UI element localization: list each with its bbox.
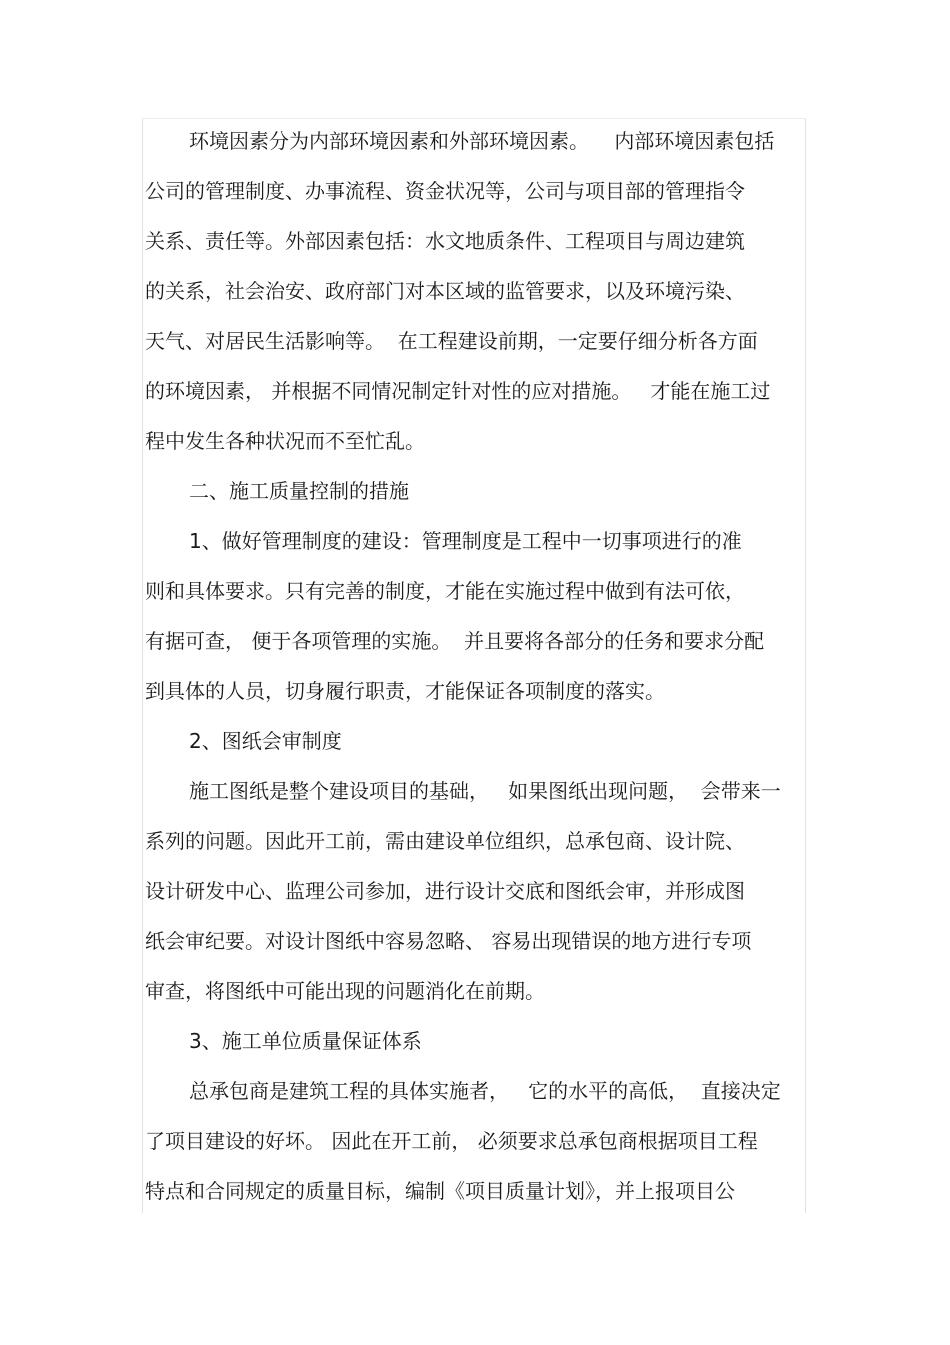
paragraph-line: 有据可查， 便于各项管理的实施。 并且要将各部分的任务和要求分配 bbox=[145, 629, 765, 653]
paragraph-line: 则和具体要求。只有完善的制度，才能在实施过程中做到有法可依， bbox=[145, 579, 745, 603]
paragraph-line: 1、做好管理制度的建设：管理制度是工程中一切事项进行的准 bbox=[189, 529, 742, 553]
paragraph-line: 审查，将图纸中可能出现的问题消化在前期。 bbox=[145, 979, 545, 1003]
paragraph-line: 到具体的人员，切身履行职责，才能保证各项制度的落实。 bbox=[145, 679, 665, 703]
paragraph-line: 关系、责任等。外部因素包括：水文地质条件、工程项目与周边建筑 bbox=[145, 229, 745, 253]
subsection-heading: 3、施工单位质量保证体系 bbox=[189, 1029, 422, 1053]
section-heading: 二、施工质量控制的措施 bbox=[189, 479, 409, 503]
paragraph-line: 纸会审纪要。对设计图纸中容易忽略、 容易出现错误的地方进行专项 bbox=[145, 929, 752, 953]
paragraph-line: 了项目建设的好坏。 因此在开工前， 必须要求总承包商根据项目工程 bbox=[145, 1129, 758, 1153]
paragraph-line: 公司的管理制度、办事流程、资金状况等，公司与项目部的管理指令 bbox=[145, 179, 745, 203]
paragraph-line: 环境因素分为内部环境因素和外部环境因素。 内部环境因素包括 bbox=[189, 129, 775, 153]
paragraph-line: 的环境因素， 并根据不同情况制定针对性的应对措施。 才能在施工过 bbox=[145, 379, 771, 403]
paragraph-line: 施工图纸是整个建设项目的基础， 如果图纸出现问题， 会带来一 bbox=[189, 779, 781, 803]
paragraph-line: 总承包商是建筑工程的具体实施者， 它的水平的高低， 直接决定 bbox=[189, 1079, 781, 1103]
paragraph-line: 系列的问题。因此开工前，需由建设单位组织，总承包商、设计院、 bbox=[145, 829, 745, 853]
paragraph-line: 设计研发中心、监理公司参加，进行设计交底和图纸会审，并形成图 bbox=[145, 879, 745, 903]
paragraph-line: 的关系，社会治安、政府部门对本区域的监管要求，以及环境污染、 bbox=[145, 279, 745, 303]
subsection-heading: 2、图纸会审制度 bbox=[189, 729, 342, 753]
paragraph-line: 程中发生各种状况而不至忙乱。 bbox=[145, 429, 425, 453]
paragraph-line: 特点和合同规定的质量目标，编制《项目质量计划》，并上报项目公 bbox=[145, 1179, 735, 1203]
paragraph-line: 天气、对居民生活影响等。 在工程建设前期，一定要仔细分析各方面 bbox=[145, 329, 758, 353]
document-body bbox=[145, 118, 805, 1218]
